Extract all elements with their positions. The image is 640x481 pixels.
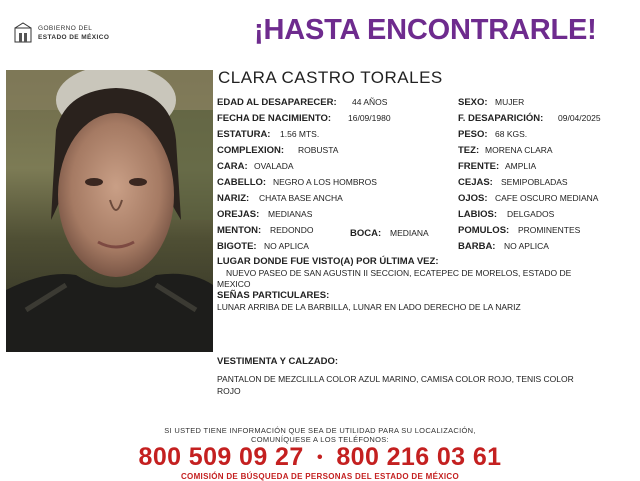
lugar-line1: NUEVO PASEO DE SAN AGUSTIN II SECCION, ECATEPEC DE MORELOS, ESTADO DE [226,268,572,278]
person-name: CLARA CASTRO TORALES [218,68,443,87]
labios-label: LABIOS: [458,209,498,220]
boca-label: BOCA: [350,228,382,239]
pomulos-label: POMULOS: [458,225,510,236]
sexo-value: MUJER [495,97,525,107]
bigote-value: NO APLICA [264,241,309,251]
frente-label: FRENTE: [458,161,500,172]
senas-value: LUNAR ARRIBA DE LA BARBILLA, LUNAR EN LADO DERECHO DE LA NARIZ [217,302,521,312]
estatura-value: 1.56 MTS. [280,129,320,139]
ojos-value: CAFE OSCURO MEDIANA [495,193,599,203]
commission-name: COMISIÓN DE BÚSQUEDA DE PERSONAS DEL ESTADO DE MÉXICO [180,472,459,481]
peso-label: PESO: [458,129,488,140]
fecha-nacimiento-label: FECHA DE NACIMIENTO: [217,113,331,124]
cara-value: OVALADA [254,161,294,171]
contact-info-line1: SI USTED TIENE INFORMACIÓN QUE SEA DE UTILIDAD PARA SU LOCALIZACIÓN, [164,426,476,435]
fecha-nacimiento-value: 16/09/1980 [348,113,391,123]
labios-value: DELGADOS [507,209,555,219]
phone-number-2[interactable]: 800 216 03 61 [336,443,502,471]
orejas-label: OREJAS: [217,209,260,220]
bigote-label: BIGOTE: [217,241,257,252]
contact-info-line2: COMUNÍQUESE A LOS TELÉFONOS: [251,435,389,444]
vestimenta-label: VESTIMENTA Y CALZADO: [217,356,339,367]
tez-label: TEZ: [458,145,480,156]
phone-numbers [0,443,640,472]
menton-value: REDONDO [270,225,314,235]
complexion-label: COMPLEXION: [217,145,285,156]
senas-label: SEÑAS PARTICULARES: [217,290,330,301]
cabello-label: CABELLO: [217,177,267,188]
vestimenta-line1: PANTALON DE MEZCLILLA COLOR AZUL MARINO, CAMISA COLOR ROJO, TENIS COLOR [217,374,574,384]
edad-label: EDAD AL DESAPARECER: [217,97,337,108]
government-logo [12,22,122,46]
cara-label: CARA: [217,161,248,172]
fecha-desaparicion-value: 09/04/2025 [558,113,601,123]
cejas-value: SEMIPOBLADAS [501,177,568,187]
lugar-line2: MEXICO [217,279,251,289]
tez-value: MORENA CLARA [485,145,553,155]
complexion-value: ROBUSTA [298,145,339,155]
nariz-label: NARIZ: [217,193,250,204]
government-label-line2: ESTADO DE MÉXICO [38,34,110,41]
frente-value: AMPLIA [505,161,537,171]
fecha-desaparicion-label: F. DESAPARICIÓN: [458,113,544,124]
boca-value: MEDIANA [390,228,429,238]
government-label-line1: GOBIERNO DEL [38,25,93,32]
peso-value: 68 KGS. [495,129,528,139]
banner-title: ¡HASTA ENCONTRARLE! [254,14,597,46]
barba-value: NO APLICA [504,241,549,251]
state-crest-icon [12,22,34,44]
ojos-label: OJOS: [458,193,488,204]
vestimenta-line2: ROJO [217,386,241,396]
cabello-value: NEGRO A LOS HOMBROS [273,177,377,187]
cejas-label: CEJAS: [458,177,493,188]
pomulos-value: PROMINENTES [518,225,581,235]
estatura-label: ESTATURA: [217,129,271,140]
sexo-label: SEXO: [458,97,488,108]
person-photo [6,70,213,352]
menton-label: MENTON: [217,225,262,236]
phone-number-1[interactable]: 800 509 09 27 [138,443,304,471]
phone-separator: • [316,449,323,467]
orejas-value: MEDIANAS [268,209,313,219]
edad-value: 44 AÑOS [352,97,388,107]
lugar-label: LUGAR DONDE FUE VISTO(A) POR ÚLTIMA VEZ: [217,256,439,267]
nariz-value: CHATA BASE ANCHA [259,193,343,203]
barba-label: BARBA: [458,241,496,252]
